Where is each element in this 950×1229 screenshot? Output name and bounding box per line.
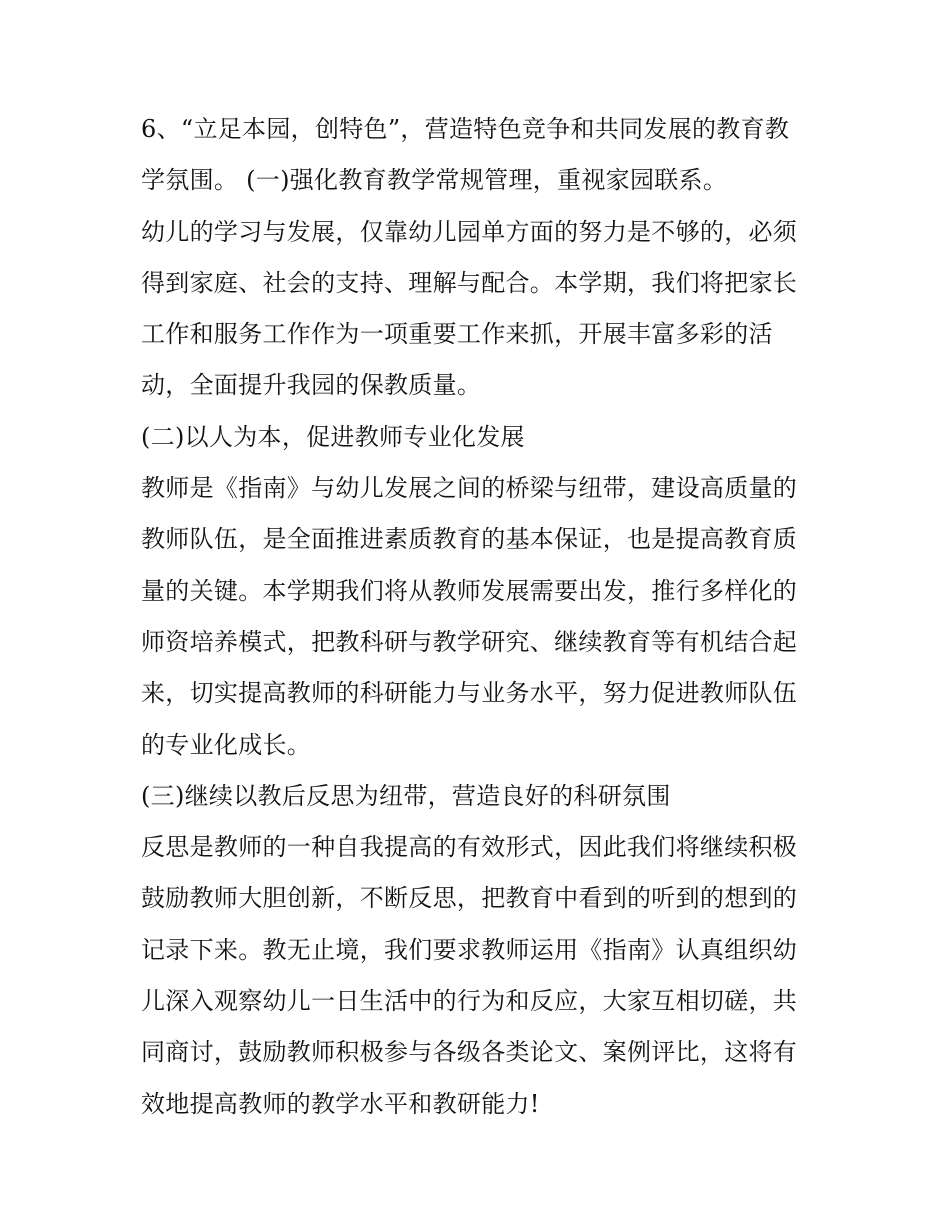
text-line: 动，全面提升我园的保教质量。 [141,371,482,400]
text-line: 儿深入观察幼儿一日生活中的行为和反应，大家互相切磋，共 [141,987,798,1016]
text-line: 幼儿的学习与发展，仅靠幼儿园单方面的努力是不够的，必须 [141,217,798,246]
text-line: 工作和服务工作作为一项重要工作来抓，开展丰富多彩的活 [141,320,773,349]
text-line: 学氛围。 (一)强化教育教学常规管理，重视家园联系。 [141,166,728,195]
text-line-heading-6: 6、“立足本园，创特色”，营造特色竞争和共同发展的教育教 [141,115,790,143]
section-heading-2: (二)以人为本，促进教师专业化发展 [141,422,525,451]
text-line: 师资培养模式，把教科研与教学研究、继续教育等有机结合起 [141,627,798,656]
section-heading-3: (三)继续以教后反思为纽带，营造良好的科研氛围 [141,781,671,810]
text-line: 来，切实提高教师的科研能力与业务水平，努力促进教师队伍 [141,679,798,708]
text-line: 反思是教师的一种自我提高的有效形式，因此我们将继续积极 [141,833,798,862]
text-line: 得到家庭、社会的支持、理解与配合。本学期，我们将把家长 [141,268,798,297]
text-line: 效地提高教师的教学水平和教研能力! [141,1089,540,1118]
text-line: 的专业化成长。 [141,730,312,759]
text-line: 量的关键。本学期我们将从教师发展需要出发，推行多样化的 [141,576,798,605]
text-line: 教师队伍，是全面推进素质教育的基本保证，也是提高教育质 [141,525,798,554]
text-line: 记录下来。教无止境，我们要求教师运用《指南》认真组织幼 [141,935,798,964]
text-line: 鼓励教师大胆创新，不断反思，把教育中看到的听到的想到的 [141,884,798,913]
text-line: 教师是《指南》与幼儿发展之间的桥梁与纽带，建设高质量的 [141,474,798,503]
text-line: 同商讨，鼓励教师积极参与各级各类论文、案例评比，这将有 [141,1038,798,1067]
document-page [141,104,821,1130]
